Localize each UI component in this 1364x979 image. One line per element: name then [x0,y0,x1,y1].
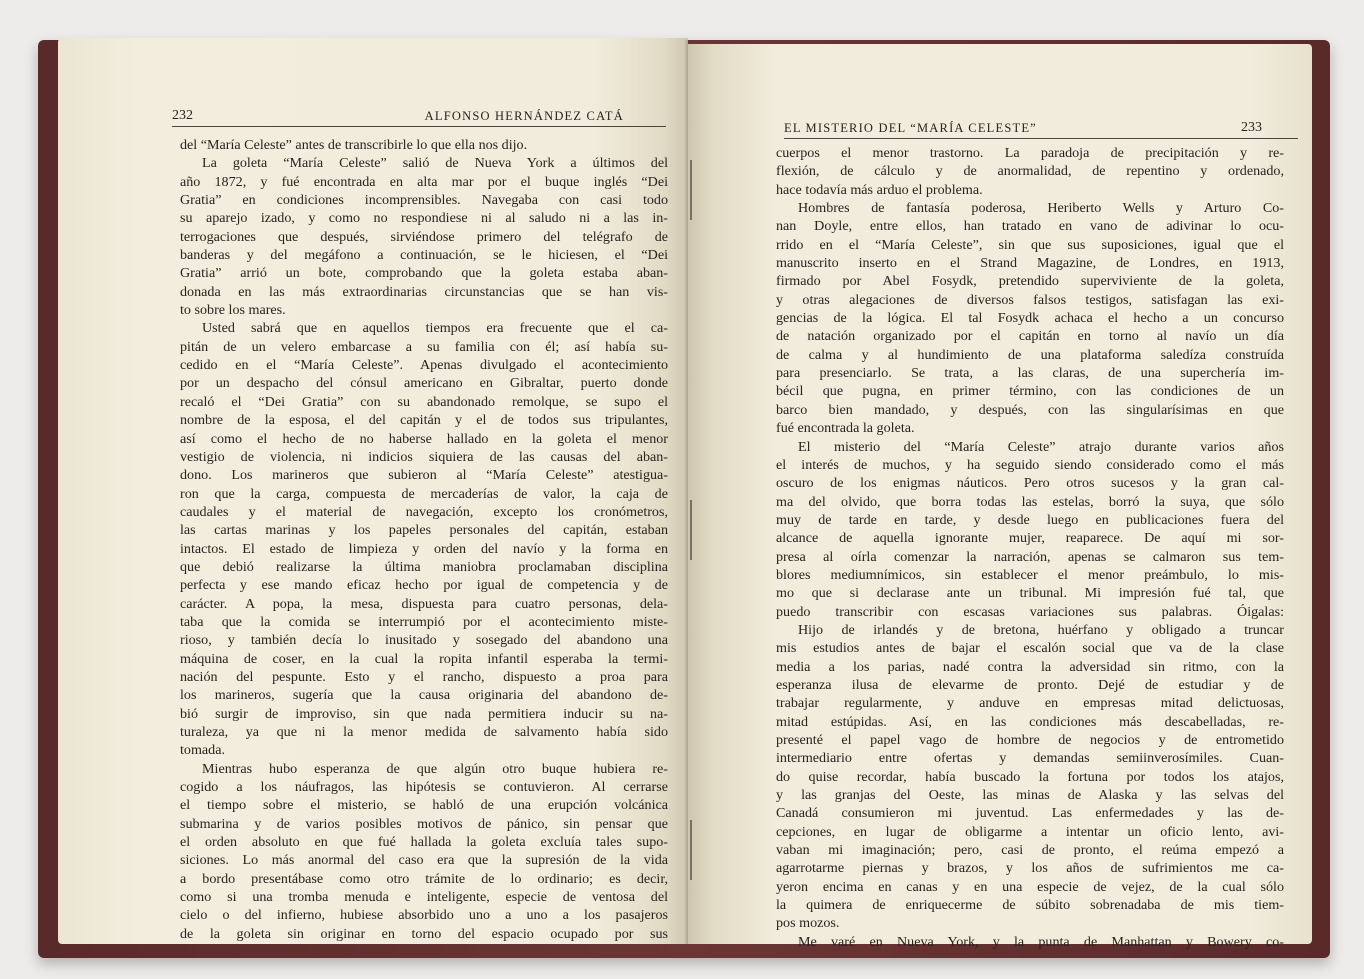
text-line: cepciones, en lugar de obligarme a intentar un oficio lento, avi- [776,823,1284,840]
text-line: intermediario entre ofertas y demandas semiinverosímiles. Cuan- [776,750,1284,767]
text-line: pos mozos. [776,915,840,932]
text-line: y otras alegaciones de diversos falsos testigos, satisfagan las exi- [776,291,1284,308]
binding-stitch [690,500,692,560]
text-line: flexión, de cálculo y de anormalidad, de repentino y ordenado, [776,163,1284,180]
text-line: recaló el “Dei Gratia” con su abandonado remolque, se supo el [180,393,668,410]
text-line: vestigio de violencia, ni indicios siquiera de las causas del aban- [180,448,668,465]
text-line: mis estudios antes de bajar el escalón social que va de la clase [776,640,1284,657]
text-line: pitán de un velero embarcase a su familia con él; así había su- [180,338,668,355]
text-line: do quise recordar, había buscado la fortuna por todos los atajos, [776,768,1284,785]
text-line: de la goleta sin originar en torno del espacio ocupado por sus [180,925,668,942]
text-line: ma del olvido, que borra todas las estelas, borró la suya, que sólo [776,493,1284,510]
text-line: Gratia” arrió un bote, comprobando que la goleta estaba aban- [180,265,668,282]
text-line: firmado por Abel Fosydk, pretendido superviviente de la goleta, [776,273,1284,290]
right-running-head [784,116,1262,136]
text-line: a bordo presentábase como otro trámite de lo ordinario; es decir, [180,870,668,887]
text-line: terrogaciones que después, sirviéndose primero del telégrafo de [180,228,668,245]
text-line: de natación organizado por el capitán en torno al navío un día [776,328,1284,345]
text-line: cielo o del infierno, hubiese absorbido uno a uno a los pasajeros [180,907,668,924]
left-running-title: ALFONSO HERNÁNDEZ CATÁ [424,109,624,123]
text-line: el orden absoluto en que fué hallada la goleta excluía tales supo- [180,834,668,851]
text-line: cogido a los náufragos, las hipótesis se contuvieron. Al cerrarse [180,779,668,796]
text-line: bió surgir de improviso, sin que nada permitiera inducir su na- [180,705,668,722]
text-line: turaleza, ya que ni la menor medida de salvamento había sido [180,724,668,740]
text-line: Usted sabrá que en aquellos tiempos era frecuente que el ca- [202,320,668,337]
text-line: por un despacho del cónsul americano en Gibraltar, puerto donde [180,375,668,392]
left-running-head [172,104,624,124]
text-line: presa al oírla comenzar la narración, apenas se calmaron sus tem- [776,548,1284,565]
right-header-rule [784,138,1298,139]
text-line: la quimera de enriquecerme de súbito sobrenadaba de mis tiem- [776,897,1284,914]
text-line: cedido en el “María Celeste”. Apenas divulgado el acontecimiento [180,357,668,374]
text-line: hace todavía más arduo el problema. [776,181,983,198]
left-header-rule [172,126,666,127]
text-line: su aparejo izado, y como no respondiese ni al saludo ni a las in- [180,210,668,227]
text-line: vaban mi imaginación; pero, casi de pronto, el reúma empezó a [776,842,1284,859]
text-line: intactos. El estado de limpieza y orden del navío y la forma en [180,540,668,557]
text-line: las cartas marinas y los papeles personales del capitán, estaban [180,522,668,539]
text-line: submarina y de varios posibles motivos de pánico, sin pensar que [180,815,668,832]
text-line: año 1872, y fué encontrada en alta mar por el buque inglés “Dei [180,173,668,190]
binding-stitch [690,820,692,880]
text-line: mitad estúpidas. Así, en las condiciones más descabelladas, re- [776,713,1284,730]
binding-stitch [690,160,692,220]
text-line: para presenciarlo. Se trata, a las claras, de una superchería im- [776,365,1284,382]
text-line: bécil que pugna, en primer término, con las condiciones de un [776,383,1284,400]
text-line: esperanza ilusa de elevarme de pronto. Dejé de estudiar y de [776,676,1284,693]
left-page-number: 232 [172,108,193,123]
text-line: así como el hecho de no haberse hallado en la goleta el menor [180,430,668,447]
text-line: puedo transcribir con escasas variaciones sus palabras. Óigalas: [776,603,1284,620]
text-line: media a los parias, nadé contra la adversidad sin ritmo, con la [776,658,1284,675]
text-line: to sobre los mares. [180,302,286,319]
text-line: gencias de la lógica. El tal Fosydk achaca el hecho a un concurso [776,310,1284,327]
text-line: alcance de aquella ignorante mujer, reaparece. De aquí mi sor- [776,530,1284,547]
text-line: El misterio del “María Celeste” atrajo durante varios años [798,438,1284,455]
text-line: de calma y al hundimiento de una plataforma saledíza construída [776,346,1284,363]
text-line: y las granjas del Oeste, las minas de Alaska y las selvas del [776,787,1284,804]
text-line: perfecta y ese mando eficaz hecho por igual de competencia y de [180,577,668,594]
text-line: máquina de coser, en la cual la ropita infantil esperaba la termi- [180,650,668,667]
text-line: taba que la comida se interrumpió por el acontecimiento miste- [180,613,668,630]
text-line: del “María Celeste” antes de transcribirle lo que ella nos dijo. [180,137,528,153]
right-page [688,44,1312,950]
right-page-number: 233 [1241,120,1262,135]
text-line: Hombres de fantasía poderosa, Heriberto Wells y Arturo Co- [798,200,1284,217]
text-line: Me varé en Nueva York, y la punta de Manhattan y Bowery co- [798,933,1284,950]
text-line: caudales y el material de navegación, excepto los cronómetros, [180,503,668,520]
text-line: La goleta “María Celeste” salió de Nueva York a últimos del [202,155,668,172]
text-line: ron que la carga, compuesta de mercaderías de valor, la caja de [180,485,668,502]
text-line: blores mediumnímicos, sin establecer el menor preámbulo, lo mis- [776,566,1284,583]
text-line: oscuro de los enigmas náuticos. Pero otros sucesos y la gran cal- [776,475,1284,492]
text-line: donada en las más extraordinarias circunstancias que se han vis- [180,283,668,300]
text-line: el interés de muchos, y ha seguido siendo considerado como el más [776,456,1284,473]
text-line: presenté el papel vago de hombre de negocios y de entrometido [776,732,1284,748]
text-line: que debió realizarse la última maniobra proclamaban disciplina [180,558,668,575]
text-line: yeron encima en canas y en una especie de vejez, de la cual sólo [776,878,1284,895]
text-line: agarrotarme piernas y brazos, y los años de sufrimientos me ca- [776,860,1284,877]
text-line: nombre de la esposa, el del capitán y el de todos sus tripulantes, [180,412,668,429]
text-line: siciones. Lo más anormal del caso era que la supresión de la vida [180,852,668,869]
right-running-title: EL MISTERIO DEL “MARÍA CELESTE” [784,121,1037,135]
text-line: nan Doyle, entre ellos, han tratado en vano de adivinar lo ocu- [776,218,1284,235]
text-line: carácter. A popa, la mesa, dispuesta para cuatro personas, dela- [180,595,668,612]
text-line: mo que si declarase ante un tribunal. Mi impresión fué tal, que [776,585,1284,602]
left-page [58,38,688,944]
text-line: rrido en el “María Celeste”, sin que sus suposiciones, igual que el [776,236,1284,253]
text-line: banderas y del megáfono a continuación, se le hiciesen, el “Dei [180,247,668,264]
text-line: tomada. [180,742,226,759]
text-line: barco bien mandado, y después, con las singularísimas en que [776,401,1284,418]
left-body-text [180,136,668,943]
text-line: nación del pespunte. Esto y el rancho, dispuesto a proa para [180,668,668,685]
text-line: Hijo de irlandés y de bretona, huérfano y obligado a truncar [798,621,1284,638]
text-line: Canadá consumieron mi juventud. Las enfermedades y las de- [776,805,1284,822]
right-body-text [776,144,1284,951]
text-line: cuerpos el menor trastorno. La paradoja de precipitación y re- [776,145,1284,161]
text-line: como si una tromba menuda e inteligente, especie de ventosa del [180,889,668,906]
text-line: fué encontrada la goleta. [776,420,915,437]
text-line: dono. Los marineros que subieron al “María Celeste” atestigua- [180,467,668,484]
text-line: Gratia” en condiciones incomprensibles. Navegaba con casi todo [180,192,668,209]
text-line: manuscrito inserto en el Strand Magazine, de Londres, en 1913, [776,255,1284,272]
text-line: rioso, y también decía lo inusitado y sosegado del abandono una [180,632,668,649]
text-line: el tiempo sobre el misterio, se habló de una erupción volcánica [180,797,668,814]
text-line: trabajar regularmente, y anduve en empresas mitad delictuosas, [776,695,1284,712]
text-line: muy de tarde en tarde, y desde luego en publicaciones fuera del [776,511,1284,528]
text-line: Mientras hubo esperanza de que algún otro buque hubiera re- [202,760,668,777]
text-line: los marineros, sugería que la causa originaria del abandono de- [180,687,668,704]
